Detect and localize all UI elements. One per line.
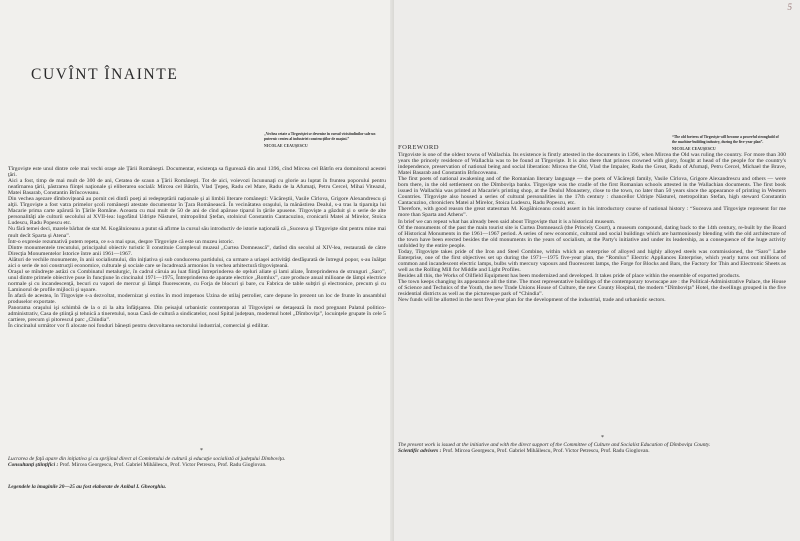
paragraph: Today, Tîrgovişte takes pride of the Iron and Steel Combine, within which an enterprise of alloyed and highly alloyed steels was commissioned, the “Saro” Lathe Enterprise, one of the first objectives set up during the 1971—1975 five-year plan, the “Romlux” Electric Appliances Enterprise, which yearly turns out millions of common and incandescent electric lamps, bulbs with mercury vapours and fluorescent lamps, the Forge for Blocks and Bars, the Factory for Thin and Electronic Sheets as well as the Rolling Mill for Middle and Light Profiles. [398, 248, 786, 273]
paragraph: Nu fără temei deci, marele bărbat de stat M. Kogălniceanu a putut să afirme la cursul său introductiv de istorie naţională că „Suceava şi Tîrgovişte sînt pentru mine mai mult decît Sparta şi Atena”. [8, 226, 386, 239]
advisers-list: Prof. Mircea Georgescu, Prof. Gabriel Mihăilescu, Prof. Victor Petrescu, Prof. Radu Gioglovan. [442, 448, 650, 455]
footnote-initiative: The present work is issued at the initiative and with the direct support of the Committee of Culture and Socialist Education of Dîmboviţa County. [398, 442, 711, 448]
paragraph: Panorama oraşului işi schimbă de la o zi la alta înfăţişarea. Din peisajul urbanistic contemporan al Tîrgoviştei se detaşează în mod pregnant Palatul politico-administrativ, Casa de ştiinţă şi tehnică a tineretului, noua Casă de cultură a sindicatelor, noul Spital judeţean, modernul hotel „Dîmboviţa”, locuinţele grupate în cele 5 cartiere, precum şi pitorescul parc „Chindia”. [8, 305, 386, 324]
body-text-english [398, 152, 786, 303]
paragraph: Of the monuments of the past the main tourist site is Curtea Domnească (the Princely Court), a museum compound, dating back to the 14th century, re-built by the Board of Historical Monuments in the 1961—1967 period. A series of new economic, cultural and social buildings which are harmoniously blending with the old architecture of the town have been erected besides the old monuments in the years of socialism, at the Party's initiative and under its leadership, as a consequence of the huge activity unfolded by the entire people. [398, 224, 786, 249]
advisers-label: Consultanţi ştiinţifici : [8, 462, 59, 469]
body-text-romanian [8, 166, 386, 329]
paragraph: Tirgoviste is one of the oldest towns of Wallachia. Its existence is firstly attested in the documents in 1396, when Mircea the Old was ruling the country. For more than 300 years the princely residence of Wallachia was to be found at Tîrgovişte. It is also there that princes crowned with glory, fought at head of the people for the country's independence, preservation of national being and social liberation: Mircea the Old, Vlad the Impaler, Radu the Great, Radu of Afumaţi, Petru Cercel, Michael the Brave, Matei Basarab and Constantin Brîncoveanu. [398, 152, 786, 177]
paragraph: New funds will be allotted in the next five-year plan for the development of the industrial, trade and urbanistic sectors. [398, 297, 666, 304]
paragraph: Tîrgovişte este unul dintre cele mai vechi oraşe ale Ţării Româneşti. Documentar, existenţa sa figurează din anul 1396, cînd Mircea cel Bătrîn era domnitorul acestei ţări. [8, 166, 386, 179]
epigraph-author: NICOLAE CEAUŞESCU [264, 144, 308, 149]
paragraph: Oraşul se mîndreşte astăzi cu Combinatul metalurgic, în cadrul căruia au luat fiinţă întreprinderea de oţeluri aliate şi lami aliate, Întreprinderea de strunguri „Saro”, unul dintre primele obiective puse în funcţiune în cincinalul 1971—1975, Întreprinderea de aparate electrice „Romlux”, care produce anual milioane de lămpi electrice normale şi cu incandescenţă, becuri cu vapori de mercur şi lămpi fluorescente, cu Forja de blocuri şi bare, cu Fabrica de table subţiri şi electronice, precum şi cu Laminorul de profile mijlocii şi uşoare. [8, 268, 386, 293]
page-title-english: FOREWORD [398, 144, 439, 151]
paragraph: The town keeps changing its appearance all the time. The most representative buildings of the contemporary townscape are : the Political-Administrative Palace, the House of Science and Technics of the Youth, the new Trade Unions House of Culture, the new County Hospital, the modern “Dîmboviţa” Hotel, the dwellings grouped in the five residential districts as well as the picturesque park of “Chindia”. [398, 278, 786, 298]
epigraph-english [672, 135, 780, 152]
left-page-romanian [0, 0, 394, 541]
paragraph: Alături de vechile monumente, în anii socialismului, din iniţiativa şi sub conducerea partidului, ca urmare a uriaşei activităţi desfăşurată de întregul popor, s-au înălţat aici o serie de noi construcţii economice, culturale şi sociale care se încadrează armonios în vechea arhitectură tîrgovişteană. [8, 256, 386, 269]
paragraph: În cincinalul următor vor fi alocate noi fonduri bănești pentru dezvoltarea sectorului industrial, comercial şi edilitar. [8, 323, 270, 330]
paragraph: În afară de acestea, în Tîrgovişte s-a dezvoltat, modernizat şi extins în mod impetuos Uzina de utilaj petrolier, care depune în prezent un loc de frunte în ansamblul produselor exportate. [8, 292, 386, 306]
legend-note: Legendele la imaginile 20—25 au fost elaborate de Anibal I. Gheorghiu. [8, 484, 167, 490]
paragraph: Dintre monumentele trecutului, principalul obiectiv turistic îl constituie Complexul muzeal „Curtea Domnească”, datînd din secolul al XIV-lea, restaurată de către Direcţia Monumentelor Istorice între anii 1961—1967. [8, 244, 386, 257]
page-title-romanian: CUVÎNT ÎNAINTE [31, 66, 179, 83]
advisers-label: Scientific advisers : [398, 448, 442, 455]
paragraph: Într-o expresie rezumativă putem repeta, ce s-a mai spus, despre Tîrgovişte că este un muzeu istoric. [8, 238, 235, 245]
epigraph-quote: „Vechea cetate a Tîrgoviştei se devenise în cursul vicisitudinilor sale un puternic centru al industriei construcţiilor de maşini.” [264, 132, 376, 141]
paragraph: Aici a fost, timp de mai mult de 300 de ani, Cetatea de scaun a Ţării Româneşti. Tot de aici, voievozi încununaţi cu glorie au luptat în fruntea poporului pentru neatîrnarea ţării, păstrarea fiinţei naţionale şi eliberarea socială: Mircea cel Bătrîn, Vlad Ţepeş, Radu cel Mare, Radu de la Afumaţi, Petru Cercel, Mihai Viteazul, Matei Basarab, Constantin Brîncoveanu. [8, 178, 386, 197]
epigraph-romanian [264, 132, 388, 149]
advisers-list: Prof. Mircea Georgescu, Prof. Gabriel Mihăilescu, Prof. Victor Petrescu, Prof. Radu Gioglovan. [59, 462, 267, 469]
footnote-english [398, 442, 786, 455]
epigraph-quote: “The old fortress of Tîrgovişte will become a powerful stronghold of the machine-building industry, during the five-year plan”. [672, 135, 779, 144]
paragraph: Din vechea aşezare dîmboviţeană au pornit cei dintîi poeţi ai redeşteptării naţionale şi ai limbii literare româneşti: Văcăreştii, Vasile Cîrlova, Grigore Alexandrescu şi alţii. Tîrgovişte a fost vatra primelor şcoli româneşti atestate documentar în Ţara Românească. În vecinătatea oraşului, la mănăstirea Dealul, s-a tras la tiparniţa lui Macarie prima carte apărută în Ţările Române. Aceasta cu mai mult de 50 de ani de cînd apăruse tiparul în ţările apusene. Tîrgovişte a găzduit şi o serie de alte personalităţi ale culturii secolului al XVII-lea: logofătul Udrişte Năsturel, mitropolitul Ştefan, stolnicul Constantin Cantacuzino, cronicarii Matei al Mirelor, Stoica Ludescu, Radu Popescu etc. [8, 196, 386, 227]
footnote-romanian [8, 456, 388, 469]
epigraph-author: NICOLAE CEAUŞESCU [672, 147, 716, 152]
right-page-english [394, 0, 800, 541]
paragraph: The first poets of national awakening and of the Romanian literary language — the poets of Văcăreşti family, Vasile Cîrlova, Grigore Alexandrescu and others — were born there, in the old settlement on the Dîmboviţa banks. Tîrgovişte was the cradle of the first Romanian schools attested in the Wallachian documents. The first book issued in Wallachia was printed at Macarie's printing shop, at the Dealul Monastery, close to the town, no later than 50 years since the appearance of printing in Western Countries. Tîrgovişte also housed a series of cultural personalities in the 17th century : chancellor Udrişte Năsturel, metropolitan Stefan, high steward Constantin Cantacuzino, chroniclers Matei al Mirelor, Stoica Ludescu, Radu Popescu, etc. [398, 176, 786, 207]
ornament-star: * [200, 448, 203, 454]
paragraph: Besides all this, the Works of Oilfield Equipment has been modernized and developed. It takes pride of place within the ensemble of exported products. [398, 272, 741, 279]
paragraph: In brief we can repeat what has already been said about Tîrgovişte that it is a historical museum. [398, 218, 616, 225]
footnote-initiative: Lucrarea de faţă apare din iniţiativa şi cu sprijinul direct al Comitetului de cultură şi educaţie socialistă al judeţului Dîmboviţa. [8, 456, 286, 462]
paragraph: Therefore, with good reason the great statesman M. Kogălniceanu could assert in his introductory course of national history : “Suceava and Tîrgovişte represent for me more than Sparta and Athens”. [398, 206, 786, 219]
page-number: 5 [787, 2, 792, 12]
ornament-star: * [601, 435, 604, 441]
